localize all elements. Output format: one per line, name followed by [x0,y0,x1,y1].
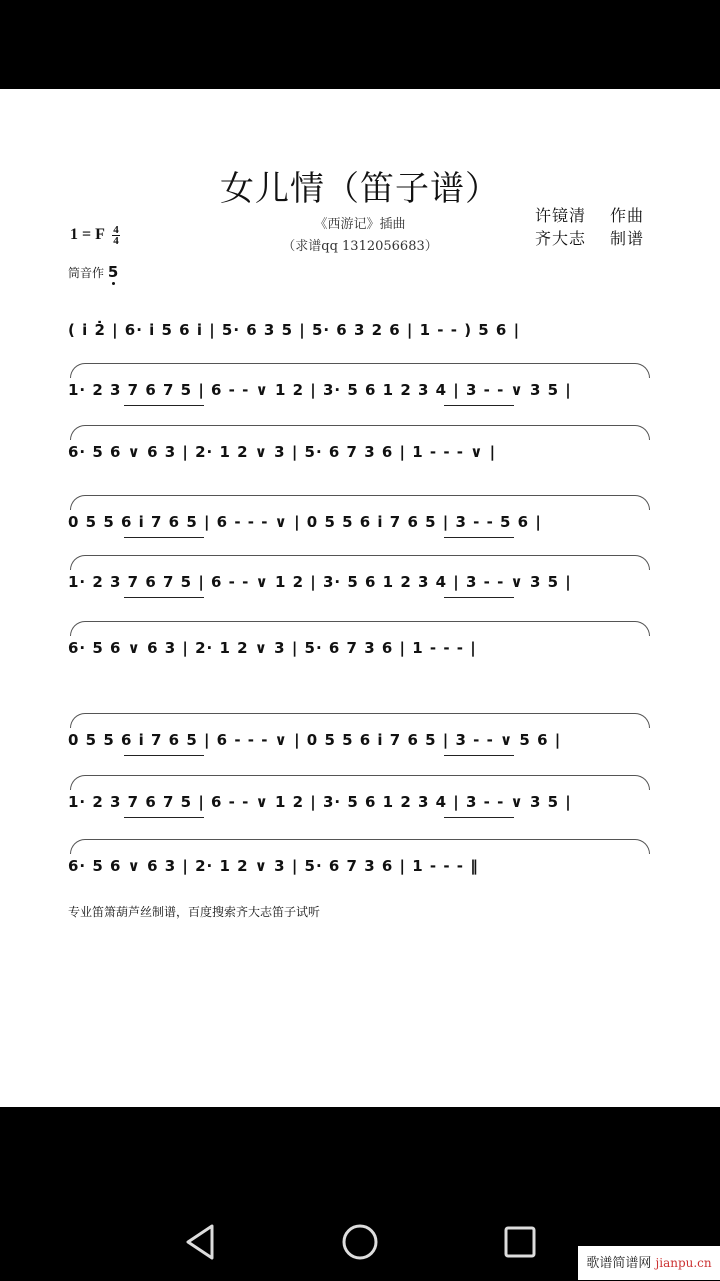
fingering-label: 筒音作 [68,266,105,280]
row-notes: 0 5 5 6 i 7 6 5 | 6 - - - ∨ | 0 5 5 6 i 7 6 5 | 3 - - 5 6 | [68,513,542,531]
badge-site: 歌谱简谱网 [586,1256,652,1271]
underline [124,817,204,818]
underline [124,755,204,756]
composer-credit [535,203,644,226]
row-notes: 6· 5 6 ∨ 6 3 | 2· 1 2 ∨ 3 | 5· 6 7 3 6 | 1 - - - ‖ [68,857,479,875]
slur-line [70,621,650,636]
slur-line [70,775,650,790]
slur-line [70,495,650,510]
time-top: 4 [113,224,119,236]
slur-line [70,839,650,854]
time-bottom: 4 [113,235,119,247]
score-row [64,773,654,843]
key-label: 1 = F [70,226,105,244]
home-circle-icon[interactable] [340,1222,380,1262]
underline [444,755,514,756]
arranger-role: 制谱 [610,229,645,248]
row-notes: 1· 2 3 7 6 7 5 | 6 - - ∨ 1 2 | 3· 5 6 1 2 3 4 | 3 - - ∨ 3 5 | [68,793,572,811]
composer-role: 作曲 [610,206,645,225]
row-notes: ( i 2̇ | 6· i 5 6 i | 5· 6 3 5 | 5· 6 3 2 6 | 1 - - ) 5 6 | [68,321,521,339]
time-signature [112,225,120,246]
back-triangle-icon[interactable] [180,1222,220,1262]
status-bar-area [0,0,720,89]
score-row [64,423,654,493]
score-row [64,837,654,907]
badge-url: jianpu.cn [655,1256,712,1270]
underline [124,537,204,538]
row-notes: 0 5 5 6 i 7 6 5 | 6 - - - ∨ | 0 5 5 6 i 7 6 5 | 3 - - ∨ 5 6 | [68,731,562,749]
row-notes: 1· 2 3 7 6 7 5 | 6 - - ∨ 1 2 | 3· 5 6 1 2 3 4 | 3 - - ∨ 3 5 | [68,573,572,591]
sheet-music-page [0,89,720,1107]
slur-line [70,363,650,378]
fingering-note [68,263,118,281]
score-row [64,711,654,781]
score-row [64,553,654,623]
arranger-name: 齐大志 [535,229,587,248]
row-notes: 6· 5 6 ∨ 6 3 | 2· 1 2 ∨ 3 | 5· 6 7 3 6 | 1 - - - | [68,639,477,657]
slur-line [70,425,650,440]
contact-line: （求谱qq 1312056683） [282,239,438,254]
score-row [64,361,654,431]
underline [124,405,204,406]
score-title: 女儿情（笛子谱） [220,169,500,209]
score-row [64,619,654,689]
underline [444,817,514,818]
row-notes: 6· 5 6 ∨ 6 3 | 2· 1 2 ∨ 3 | 5· 6 7 3 6 | 1 - - - ∨ | [68,443,497,461]
underline [444,537,514,538]
footer-note: 专业笛箫葫芦丝制谱，百度搜索齐大志笛子试听 [68,905,321,919]
arranger-credit [535,226,644,249]
slur-line [70,713,650,728]
key-signature [70,225,120,246]
underline [444,597,514,598]
underline [124,597,204,598]
row-notes: 1· 2 3 7 6 7 5 | 6 - - ∨ 1 2 | 3· 5 6 1 2 3 4 | 3 - - ∨ 3 5 | [68,381,572,399]
fingering-value: 5 [107,263,119,281]
recent-square-icon[interactable] [500,1222,540,1262]
slur-line [70,555,650,570]
site-watermark-badge [578,1246,720,1280]
composer-name: 许镜清 [535,206,587,225]
underline [444,405,514,406]
score-subtitle: 《西游记》插曲 [314,217,406,232]
